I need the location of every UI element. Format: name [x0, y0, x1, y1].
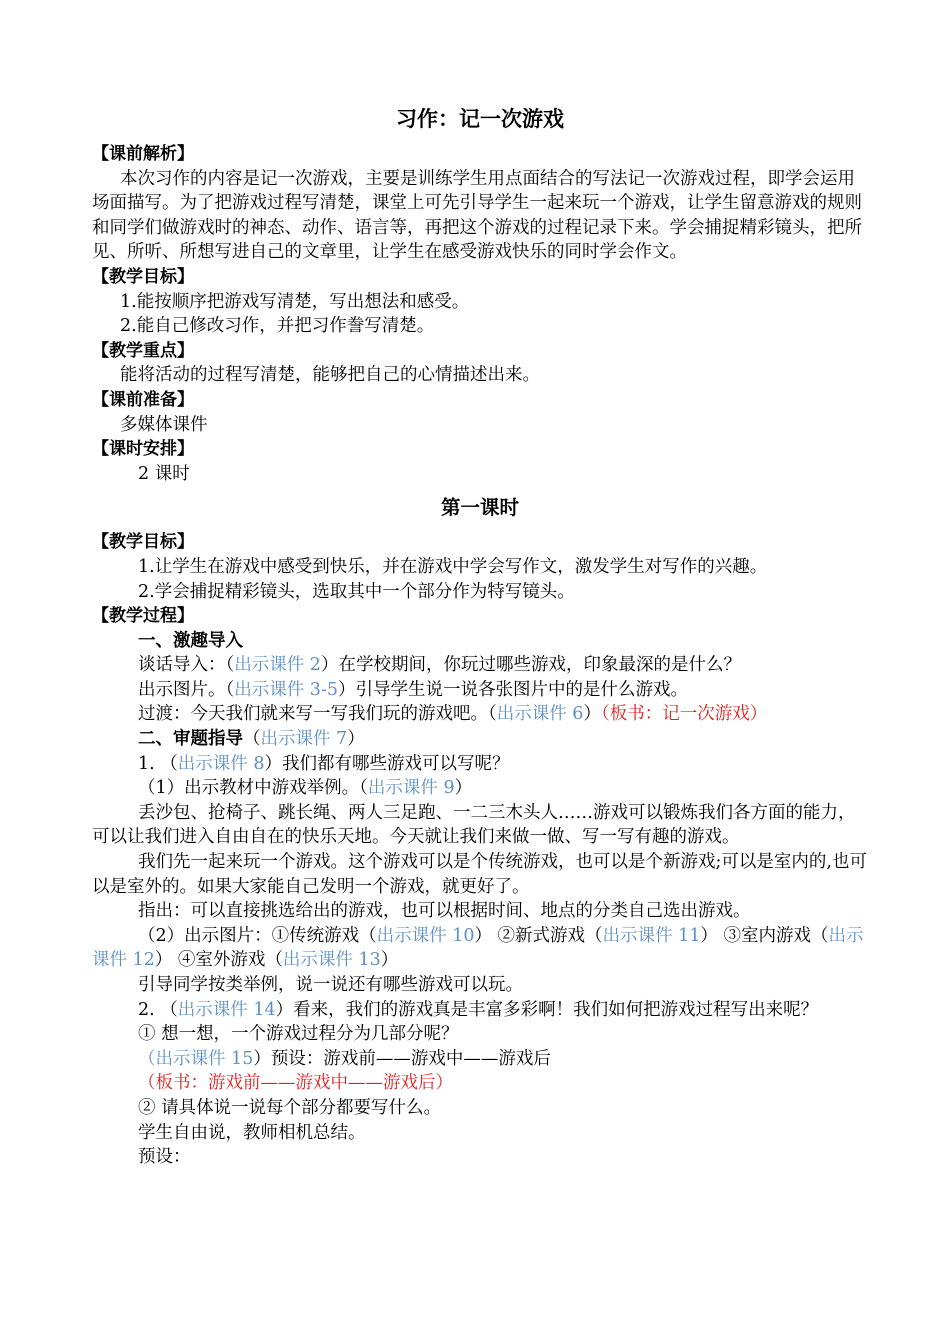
process-line	[92, 678, 868, 703]
line-text: （1）出示教材中游戏举例。（	[138, 778, 368, 799]
line-text: （2）出示图片：①传统游戏（	[138, 925, 377, 946]
process-line	[92, 998, 868, 1023]
line-text: ）	[347, 729, 365, 750]
line-text: 1. （	[138, 753, 178, 774]
paragraph: 我们先一起来玩一个游戏。这个游戏可以是个传统游戏，也可以是个新游戏;可以是室内的,也可以是室外的。如果大家能自己发明一个游戏，就更好了。	[92, 852, 867, 897]
paragraph: ② 请具体说一说每个部分都要写什么。	[138, 1097, 442, 1118]
line-text: 过渡：今天我们就来写一写我们玩的游戏吧。（	[138, 704, 497, 725]
process-line	[92, 702, 868, 727]
heading-schedule: 【课时安排】	[92, 439, 194, 460]
section-title-line	[92, 727, 868, 752]
process-line	[92, 752, 868, 777]
line-text: ） ④室外游戏（	[154, 950, 283, 971]
lesson-goal-item: 1.让学生在游戏中感受到快乐，并在游戏中学会写作文，激发学生对写作的兴趣。	[138, 556, 768, 577]
line-text: ） ③室内游戏（	[700, 925, 829, 946]
courseware-ref: 出示课件 9	[367, 778, 455, 799]
courseware-ref: 出示课件 13	[282, 950, 381, 971]
line-text: （	[243, 729, 261, 750]
courseware-ref: 出示课件 10	[376, 925, 475, 946]
paragraph: 引导同学按类举例，说一说还有哪些游戏可以玩。	[138, 975, 523, 995]
courseware-ref: 出示课件 8	[177, 753, 265, 774]
document-title: 习作：记一次游戏	[396, 106, 564, 131]
paragraph: 丢沙包、抢椅子、跳长绳、两人三足跑、一二三木头人……游戏可以锻炼我们各方面的能力，可以让我们进入自由自在的快乐天地。今天就让我们来做一做、写一写有趣的游戏。	[92, 802, 856, 848]
lesson-goal-item: 2.学会捕捉精彩镜头，选取其中一个部分作为特写镜头。	[138, 581, 575, 602]
pre-analysis-text: 本次习作的内容是记一次游戏，主要是训练学生用点面结合的写法记一次游戏过程，即学会运用场面描写。为了把游戏过程写清楚，课堂上可先引导学生一起来玩一个游戏，让学生留意游戏的规则和同学们做游戏时的神态、动作、语言等，再把这个游戏的过程记录下来。学会捕捉精彩镜头，把所见、所听、所想写进自己的文章里，让学生在感受游戏快乐的同时学会作文。	[92, 168, 862, 263]
line-text: 2. （	[138, 999, 178, 1020]
process-line	[92, 1047, 868, 1072]
goal-item: 2.能自己修改习作，并把习作誊写清楚。	[120, 316, 435, 337]
line-text: ）预设：游戏前——游戏中——游戏后	[253, 1048, 551, 1069]
line-text: ） ②新式游戏（	[474, 925, 603, 946]
schedule-text: 2 课时	[138, 463, 190, 484]
heading-process: 【教学过程】	[92, 606, 194, 627]
heading-lesson-goals: 【教学目标】	[92, 532, 194, 553]
line-text: ）	[583, 704, 601, 725]
heading-pre-analysis: 【课前解析】	[92, 144, 194, 164]
goal-item: 1.能按顺序把游戏写清楚，写出想法和感受。	[120, 291, 470, 312]
board-note: （板书：记一次游戏）	[600, 704, 768, 725]
courseware-ref: 出示课件 11	[602, 925, 701, 946]
line-text: ）	[380, 950, 399, 971]
heading-goals: 【教学目标】	[92, 266, 194, 287]
line-text: ）在学校期间，你玩过哪些游戏，印象最深的是什么？	[320, 655, 741, 676]
document-page	[92, 104, 868, 1170]
line-text: 谈话导入：（	[138, 655, 235, 676]
focus-text: 能将活动的过程写清楚，能够把自己的心情描述出来。	[120, 365, 540, 386]
line-text: ）我们都有哪些游戏可以写呢？	[264, 753, 510, 774]
paragraph: 预设：	[138, 1147, 191, 1168]
section-title: 一、激趣导入	[138, 630, 243, 651]
paragraph: 指出：可以直接挑选给出的游戏，也可以根据时间、地点的分类自己选出游戏。	[138, 901, 751, 922]
courseware-ref: 出示课件 14	[177, 999, 276, 1020]
courseware-ref: 出示课件 12	[92, 925, 864, 971]
process-line	[92, 776, 868, 801]
process-line	[92, 653, 868, 678]
courseware-ref: 出示课件 3-5	[234, 679, 338, 700]
line-text: ）看来，我们的游戏真是丰富多彩啊！我们如何把游戏过程写出来呢？	[275, 999, 819, 1020]
line-text: ）引导学生说一说各张图片中的是什么游戏。	[338, 679, 688, 700]
courseware-ref: 出示课件 15	[155, 1048, 254, 1069]
lesson-title: 第一课时	[440, 496, 519, 520]
process-line	[92, 924, 868, 973]
section-title: 二、审题指导	[138, 729, 243, 750]
board-note: （板书：游戏前——游戏中——游戏后）	[138, 1073, 453, 1094]
paragraph: ① 想一想，一个游戏过程分为几部分呢？	[138, 1024, 459, 1045]
line-text: 出示图片。（	[138, 679, 235, 700]
courseware-ref: 出示课件 2	[234, 655, 321, 676]
courseware-ref: 出示课件 7	[260, 729, 348, 750]
prep-text: 多媒体课件	[120, 414, 208, 435]
paragraph: 学生自由说，教师相机总结。	[138, 1122, 366, 1143]
line-text: ）	[454, 778, 473, 799]
heading-prep: 【课前准备】	[92, 389, 194, 410]
heading-focus: 【教学重点】	[92, 340, 194, 361]
line-text: （	[138, 1048, 156, 1069]
courseware-ref: 出示课件 6	[496, 704, 584, 725]
